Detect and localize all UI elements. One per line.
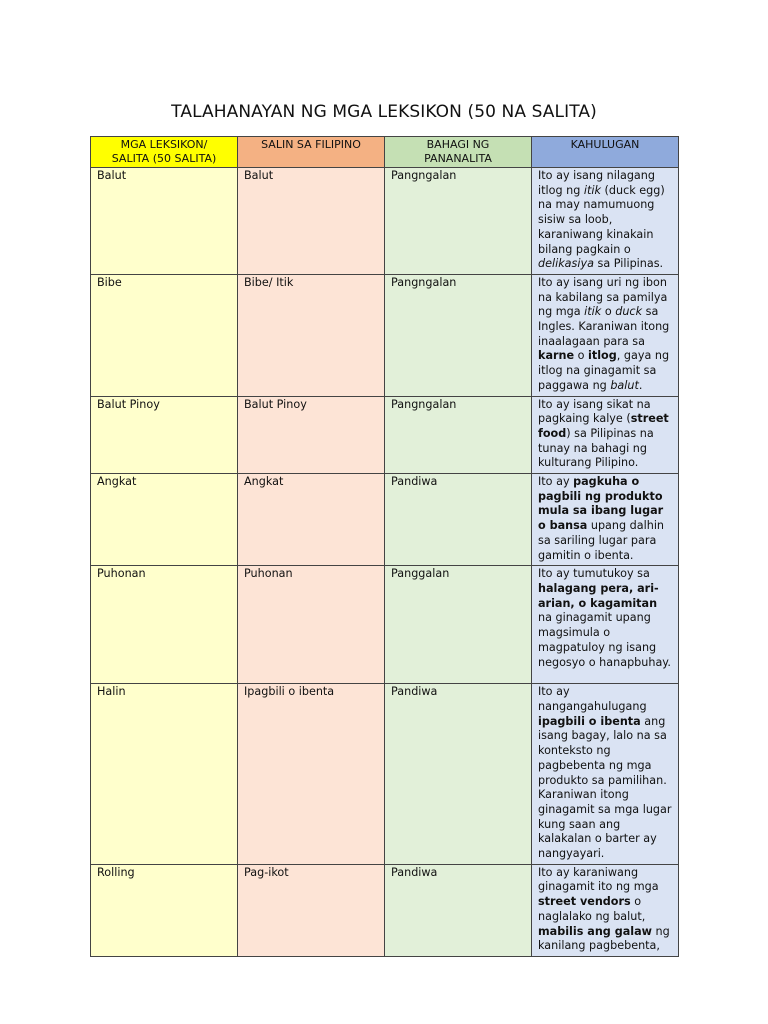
- kahulugan-segment: upang dalhin sa sariling lugar para gamitin o ibenta.: [538, 519, 665, 562]
- cell-salin-text: Puhonan: [244, 567, 293, 581]
- cell-salin-text: Angkat: [244, 475, 284, 489]
- cell-bahagi: [385, 684, 532, 864]
- cell-bahagi-text: Pandiwa: [391, 865, 438, 879]
- cell-salin-text: Pag-ikot: [244, 865, 289, 879]
- table-row: [91, 474, 679, 566]
- cell-salin-text: Ipagbili o ibenta: [244, 685, 335, 699]
- leksikon-table: [90, 136, 679, 957]
- kahulugan-segment: Ito ay: [538, 475, 574, 489]
- cell-bahagi-text: Pangngalan: [391, 397, 457, 411]
- cell-kahulugan: [532, 168, 679, 275]
- cell-leksikon-text: Halin: [97, 685, 126, 699]
- header-bahagi-line2: PANANALITA: [424, 152, 492, 165]
- cell-bahagi: [385, 396, 532, 474]
- kahulugan-segment: o: [574, 349, 589, 363]
- kahulugan-segment: o naglalako ng balut,: [538, 895, 646, 923]
- cell-leksikon-text: Puhonan: [97, 567, 146, 581]
- table-row: [91, 396, 679, 474]
- kahulugan-segment: Ito ay isang nilagang itlog ng: [538, 169, 655, 197]
- kahulugan-segment: .: [638, 378, 643, 392]
- cell-leksikon: [91, 684, 238, 864]
- cell-salin: [238, 474, 385, 566]
- cell-leksikon-text: Angkat: [97, 475, 137, 489]
- header-leksikon-line2: SALITA (50 SALITA): [111, 152, 217, 165]
- kahulugan-segment: itik: [583, 183, 601, 197]
- cell-kahulugan: [532, 684, 679, 864]
- kahulugan-segment: sa Pilipinas.: [593, 257, 664, 271]
- cell-leksikon: [91, 274, 238, 396]
- kahulugan-segment: halagang pera, ari-arian, o kagamitan: [538, 581, 659, 610]
- kahulugan-segment: karne: [538, 349, 575, 363]
- cell-bahagi-text: Panggalan: [391, 567, 450, 581]
- header-leksikon: [91, 137, 238, 168]
- kahulugan-segment: street food: [538, 412, 669, 440]
- cell-salin: [238, 168, 385, 275]
- cell-kahulugan: [532, 566, 679, 684]
- kahulugan-segment: ang isang bagay, lalo na sa konteksto ng pagbebenta ng mga produkto sa pamilihan. Karaniwan itong ginagamit sa mga lugar kung saan ang kalakalan o barter ay nangyayari.: [538, 714, 672, 861]
- header-salin-label: SALIN SA FILIPINO: [261, 138, 361, 151]
- cell-salin-text: Balut: [244, 169, 274, 182]
- page-title: TALAHANAYAN NG MGA LEKSIKON (50 NA SALITA): [171, 102, 597, 122]
- cell-kahulugan: [532, 864, 679, 956]
- cell-salin: [238, 566, 385, 684]
- cell-bahagi-text: Pandiwa: [391, 475, 438, 489]
- kahulugan-segment: sa Ingles. Karaniwan itong inaalagaan para sa: [538, 305, 670, 348]
- table-row: [91, 566, 679, 684]
- cell-bahagi-text: Pangngalan: [391, 275, 457, 289]
- cell-salin: [238, 684, 385, 864]
- table-row: [91, 168, 679, 275]
- cell-kahulugan: [532, 396, 679, 474]
- cell-bahagi: [385, 274, 532, 396]
- header-kahulugan: [532, 137, 679, 168]
- kahulugan-segment: pagkuha o pagbili ng produkto mula sa ibang lugar o bansa: [538, 475, 664, 533]
- cell-leksikon: [91, 474, 238, 566]
- cell-bahagi: [385, 566, 532, 684]
- table-header-row: [91, 137, 679, 168]
- table-row: [91, 274, 679, 396]
- kahulugan-segment: itik: [584, 305, 602, 319]
- kahulugan-segment: ng kanilang pagbebenta,: [538, 924, 670, 953]
- cell-salin-text: Bibe/ Itik: [244, 275, 294, 289]
- cell-bahagi-text: Pandiwa: [391, 685, 438, 699]
- cell-kahulugan: [532, 274, 679, 396]
- cell-bahagi-text: Pangngalan: [391, 169, 457, 182]
- cell-bahagi: [385, 168, 532, 275]
- cell-leksikon: [91, 168, 238, 275]
- table-body: [91, 168, 679, 957]
- kahulugan-segment: ) sa Pilipinas na tunay na bahagi ng kulturang Pilipino.: [538, 426, 654, 470]
- cell-leksikon-text: Balut: [97, 169, 127, 182]
- header-kahulugan-label: KAHULUGAN: [570, 138, 640, 151]
- cell-bahagi: [385, 864, 532, 956]
- kahulugan-segment: o: [601, 305, 616, 319]
- cell-salin: [238, 274, 385, 396]
- kahulugan-segment: mabilis ang galaw: [538, 924, 652, 938]
- table-row: [91, 864, 679, 956]
- cell-leksikon: [91, 396, 238, 474]
- kahulugan-segment: delikasiya: [538, 257, 594, 271]
- kahulugan-segment: balut: [610, 378, 639, 392]
- cell-leksikon-text: Bibe: [97, 275, 122, 289]
- kahulugan-segment: street vendors: [538, 895, 631, 909]
- header-leksikon-line1: MGA LEKSIKON/: [120, 138, 208, 151]
- cell-salin-text: Balut Pinoy: [244, 397, 307, 411]
- kahulugan-segment: Ito ay karaniwang ginagamit ito ng mga: [538, 865, 659, 894]
- cell-kahulugan: [532, 474, 679, 566]
- kahulugan-segment: Ito ay isang sikat na pagkaing kalye (: [538, 397, 651, 426]
- kahulugan-segment: (duck egg) na may namumuong sisiw sa loob, karaniwang kinakain bilang pagkain o: [538, 183, 665, 256]
- kahulugan-segment: duck: [615, 305, 643, 319]
- kahulugan-segment: , gaya ng itlog na ginagamit sa paggawa ng: [538, 349, 670, 392]
- table-row: [91, 684, 679, 864]
- kahulugan-segment: ipagbili o ibenta: [538, 714, 641, 728]
- kahulugan-segment: na ginagamit upang magsimula o magpatuloy ng isang negosyo o hanapbuhay.: [538, 611, 671, 669]
- cell-salin: [238, 396, 385, 474]
- header-bahagi-line1: BAHAGI NG: [426, 138, 490, 151]
- kahulugan-segment: Ito ay nangangahulugang: [538, 685, 647, 713]
- cell-leksikon: [91, 864, 238, 956]
- kahulugan-segment: Ito ay isang uri ng ibon na kabilang sa pamilya ng mga: [538, 275, 668, 319]
- cell-salin: [238, 864, 385, 956]
- header-bahagi: [385, 137, 532, 168]
- kahulugan-segment: itlog: [588, 349, 617, 363]
- kahulugan-segment: Ito ay tumutukoy sa: [538, 567, 650, 581]
- cell-bahagi: [385, 474, 532, 566]
- header-salin: [238, 137, 385, 168]
- cell-leksikon-text: Balut Pinoy: [97, 397, 160, 411]
- cell-leksikon: [91, 566, 238, 684]
- cell-leksikon-text: Rolling: [97, 865, 135, 879]
